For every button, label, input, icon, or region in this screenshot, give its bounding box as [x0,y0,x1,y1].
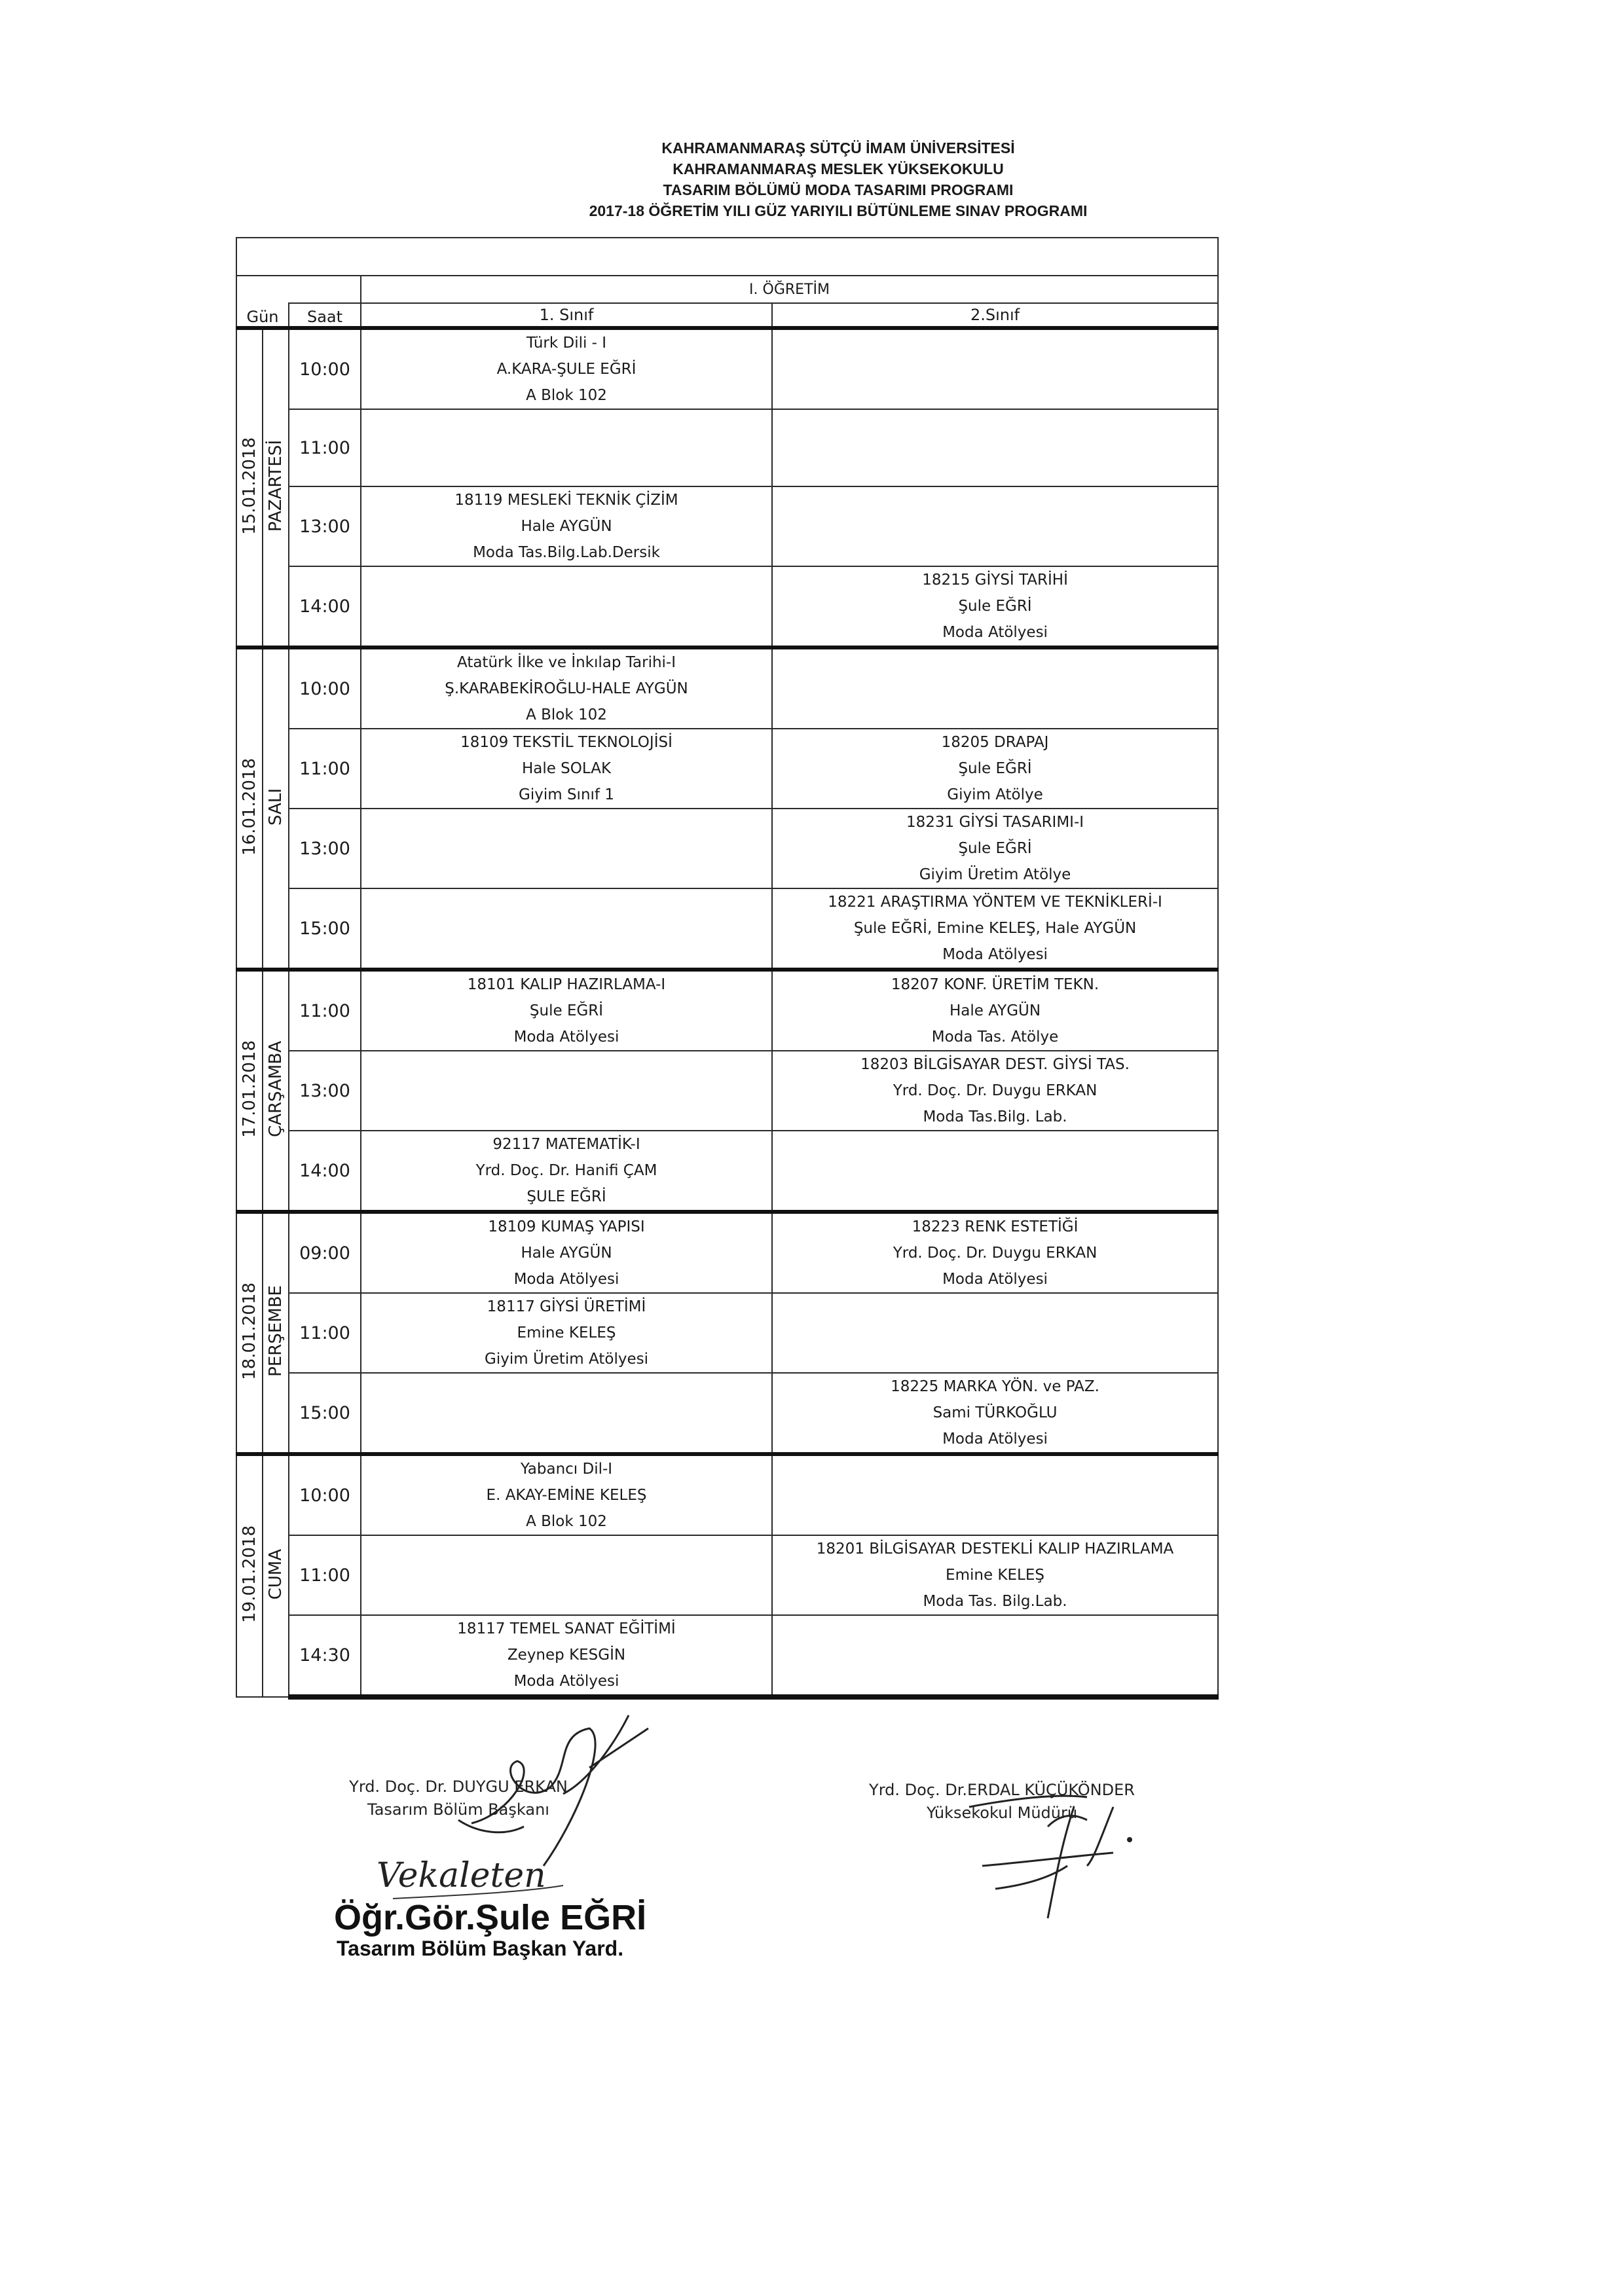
exam-room: A Blok 102 [526,1513,607,1530]
right-signatory-title: Yüksekokul Müdürü [926,1804,1078,1822]
exam-room: Moda Atölyesi [513,1029,619,1046]
day-date: 19.01.2018 [240,1525,259,1623]
slot-time: 13:00 [289,1051,361,1131]
exam-room: Giyim Sınıf 1 [519,786,614,803]
exam-course: 18109 KUMAŞ YAPISI [488,1218,645,1235]
school-name: KAHRAMANMARAŞ MESLEK YÜKSEKOKULU [673,160,1004,177]
right-signature-dot [1127,1837,1132,1842]
exam-instructor: Hale AYGÜN [521,518,612,535]
day-date: 16.01.2018 [240,757,259,856]
slot-time: 10:00 [289,328,361,409]
exam-room: Moda Atölyesi [942,624,1048,641]
exam-instructor: Hale SOLAK [521,760,612,777]
slot-time: 09:00 [289,1212,361,1293]
exam-room: Giyim Üretim Atölyesi [485,1351,648,1368]
col-class2-header: 2.Sınıf [772,303,1218,328]
exam-instructor: Hale AYGÜN [521,1245,612,1262]
exam-instructor: Şule EĞRİ [529,1002,604,1019]
stamp-name: Öğr.Gör.Şule EĞRİ [334,1898,647,1937]
exam-course: Atatürk İlke ve İnkılap Tarihi-I [456,654,676,671]
day-date: 18.01.2018 [240,1282,259,1380]
exam-instructor: Hale AYGÜN [949,1002,1041,1019]
document-title: 2017-18 ÖĞRETİM YILI GÜZ YARIYILI BÜTÜNLEME SINAV PROGRAMI [589,202,1088,219]
col-gun-header: Gün [236,303,289,328]
group-label: I. ÖĞRETİM [361,276,1218,303]
day-date: 15.01.2018 [240,437,259,535]
exam-course: Yabancı Dil-I [520,1461,613,1478]
slot-time: 15:00 [289,888,361,970]
exam-course: 18101 KALIP HAZIRLAMA-I [467,976,666,993]
exam-room: A Blok 102 [526,706,607,723]
exam-instructor: E. AKAY-EMİNE KELEŞ [486,1487,647,1504]
exam-room: Moda Atölyesi [942,1271,1048,1288]
exam-instructor: Şule EĞRİ [958,598,1032,615]
day-name: CUMA [266,1548,286,1600]
slot-time: 14:00 [289,1131,361,1212]
exam-instructor: Yrd. Doç. Dr. Duygu ERKAN [893,1082,1098,1099]
left-signatory-name: Yrd. Doç. Dr. DUYGU ERKAN [349,1777,568,1796]
day-name: PERŞEMBE [266,1285,286,1377]
exam-room: Moda Atölyesi [942,1430,1048,1448]
exam-room: Moda Atölyesi [942,946,1048,963]
exam-instructor: Emine KELEŞ [946,1567,1044,1584]
exam-course: 18231 GİYSİ TASARIMI-I [906,814,1084,831]
stamp-title: Tasarım Bölüm Başkan Yard. [337,1937,624,1960]
exam-course: 18207 KONF. ÜRETİM TEKN. [891,976,1099,993]
col-saat-header: Saat [289,303,361,328]
col-class1-header: 1. Sınıf [361,303,772,328]
exam-instructor: Şule EĞRİ [958,840,1032,857]
slot-time: 13:00 [289,809,361,888]
left-signatory-title: Tasarım Bölüm Başkanı [367,1800,549,1819]
slot-time: 14:30 [289,1615,361,1697]
exam-instructor: Şule EĞRİ, Emine KELEŞ, Hale AYGÜN [853,920,1137,937]
exam-course: 18225 MARKA YÖN. ve PAZ. [891,1378,1099,1395]
exam-course: 18221 ARAŞTIRMA YÖNTEM VE TEKNİKLERİ-I [828,894,1162,911]
exam-room: Giyim Üretim Atölye [919,866,1071,883]
left-signature-stroke [471,1715,648,1866]
exam-room: ŞULE EĞRİ [526,1188,606,1205]
exam-instructor: Ş.KARABEKİROĞLU-HALE AYGÜN [445,680,688,697]
exam-instructor: Yrd. Doç. Dr. Duygu ERKAN [893,1245,1098,1262]
exam-course: 18223 RENK ESTETİĞİ [912,1218,1079,1235]
exam-room: A Blok 102 [526,387,607,404]
exam-instructor: Emine KELEŞ [517,1324,616,1341]
exam-course: 92117 MATEMATİK-I [492,1136,640,1153]
exam-room: Moda Tas.Bilg. Lab. [923,1108,1067,1125]
exam-course: 18203 BİLGİSAYAR DEST. GİYSİ TAS. [860,1056,1130,1073]
slot-time: 15:00 [289,1373,361,1454]
day-name: SALI [266,788,286,826]
day-name: ÇARŞAMBA [266,1040,286,1137]
slot-time: 10:00 [289,647,361,729]
exam-course: 18117 TEMEL SANAT EĞİTİMİ [457,1620,676,1637]
slot-time: 11:00 [289,409,361,486]
exam-room: Moda Tas. Bilg.Lab. [923,1593,1067,1610]
exam-course: 18215 GİYSİ TARİHİ [922,572,1068,589]
right-signatory-name: Yrd. Doç. Dr.ERDAL KÜÇÜKÖNDER [869,1781,1135,1799]
exam-course: 18119 MESLEKİ TEKNİK ÇİZİM [454,492,678,509]
slot-time: 11:00 [289,1293,361,1373]
slot-time: 14:00 [289,566,361,647]
university-name: KAHRAMANMARAŞ SÜTÇÜ İMAM ÜNİVERSİTESİ [661,139,1015,156]
right-signature-stroke [969,1796,1113,1918]
slot-time: 11:00 [289,970,361,1051]
slot-time: 13:00 [289,486,361,566]
handwriting-underline [393,1886,563,1899]
handwritten-note: Vekaleten [377,1856,546,1895]
slot-time: 11:00 [289,729,361,809]
exam-instructor: Sami TÜRKOĞLU [932,1404,1058,1421]
exam-room: Moda Tas. Atölye [931,1029,1059,1046]
exam-room: Moda Tas.Bilg.Lab.Dersik [473,544,660,561]
exam-course: 18109 TEKSTİL TEKNOLOJİSİ [460,734,673,751]
exam-room: Moda Atölyesi [513,1673,619,1690]
exam-room: Giyim Atölye [947,786,1043,803]
exam-course: 18117 GİYSİ ÜRETİMİ [487,1298,646,1315]
exam-instructor: A.KARA-ŞULE EĞRİ [496,361,637,378]
exam-room: Moda Atölyesi [513,1271,619,1288]
exam-instructor: Şule EĞRİ [958,760,1032,777]
department-name: TASARIM BÖLÜMÜ MODA TASARIMI PROGRAMI [663,181,1014,198]
exam-instructor: Yrd. Doç. Dr. Hanifi ÇAM [475,1162,657,1179]
slot-time: 11:00 [289,1535,361,1615]
exam-course: 18205 DRAPAJ [941,734,1049,751]
day-date: 17.01.2018 [240,1040,259,1138]
exam-course: 18201 BİLGİSAYAR DESTEKLİ KALIP HAZIRLAMA [816,1540,1174,1558]
day-name: PAZARTESİ [266,439,286,532]
slot-time: 10:00 [289,1454,361,1535]
left-signature-loop [458,1820,524,1832]
exam-instructor: Zeynep KESGİN [507,1647,626,1664]
exam-course: Türk Dili - I [526,335,607,352]
